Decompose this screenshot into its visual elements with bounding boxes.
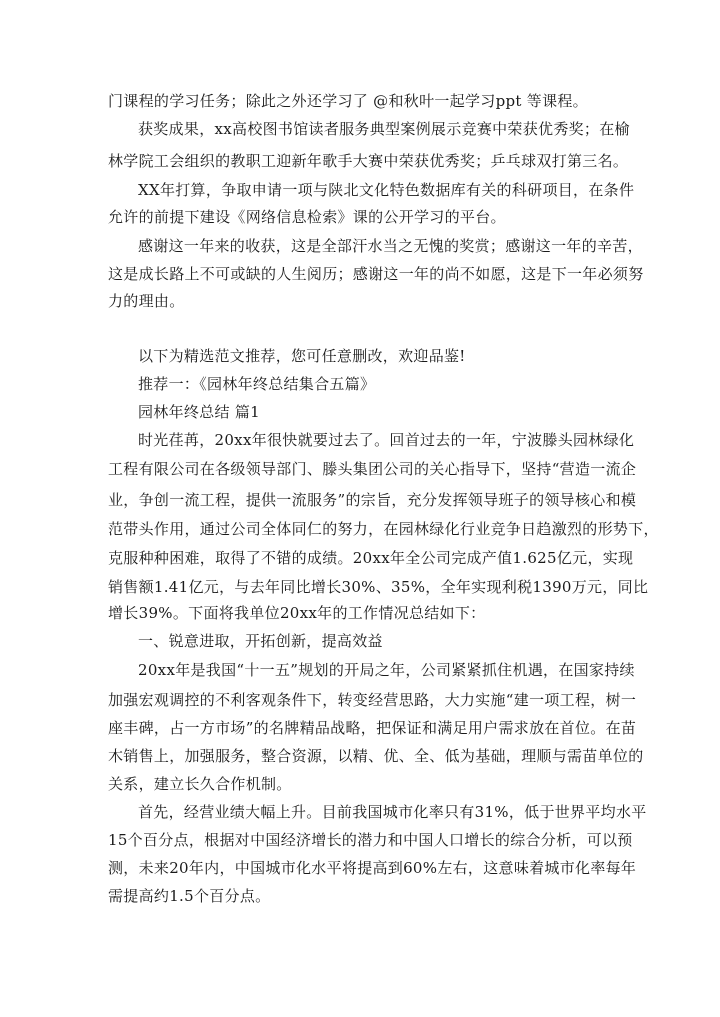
text-line: 工程有限公司在各级领导部门、滕头集团公司的关心指导下，坚持“营造一流企 <box>108 460 637 478</box>
text-line: 力的理由。 <box>108 292 185 310</box>
text-line: 门课程的学习任务；除此之外还学习了 @和秋叶一起学习ppt 等课程。 <box>108 92 588 110</box>
text-line: 范带头作用，通过公司全体同仁的努力，在园林绿化行业竞争日趋激烈的形势下， <box>108 520 659 538</box>
text-line: 20xx年是我国“十一五”规划的开局之年，公司紧紧抓住机遇，在国家持续 <box>138 661 635 679</box>
text-line: 加强宏观调控的不利客观条件下，转变经营思路，大力实施“建一项工程，树一 <box>108 691 637 709</box>
text-line: 座丰碑，占一方市场”的名牌精品战略，把保证和满足用户需求放在首位。在苗 <box>108 719 637 737</box>
text-line: 测，未来20年内，中国城市化水平将提高到60%左右，这意味着城市化率每年 <box>108 859 637 877</box>
text-line: 这是成长路上不可或缺的人生阅历；感谢这一年的尚不如愿，这是下一年必须努 <box>108 265 644 283</box>
text-line: 时光荏苒，20xx年很快就要过去了。回首过去的一年，宁波滕头园林绿化 <box>138 431 635 449</box>
text-line: 木销售上，加强服务，整合资源，以精、优、全、低为基础，理顺与需苗单位的 <box>108 747 644 765</box>
text-line: 感谢这一年来的收获，这是全部汗水当之无愧的奖赏；感谢这一年的辛苦， <box>138 237 643 255</box>
text-line: 以下为精选范文推荐，您可任意删改，欢迎品鉴! <box>138 347 466 365</box>
text-line: 增长39%。下面将我单位20xx年的工作情况总结如下： <box>108 604 486 622</box>
text-line: 业，争创一流工程，提供一流服务”的宗旨，充分发挥领导班子的领导核心和模 <box>108 491 637 509</box>
text-line: 克服种种困难，取得了不错的成绩。20xx年全公司完成产值1.625亿元，实现 <box>108 549 634 567</box>
text-line: 允许的前提下建设《网络信息检索》课的公开学习的平台。 <box>108 208 506 226</box>
text-line: 关系，建立长久合作机制。 <box>108 775 292 793</box>
text-line: 销售额1.41亿元，与去年同比增长30%、35%，全年实现利税1390万元，同比 <box>108 578 649 596</box>
section-heading: 一、锐意进取，开拓创新，提高效益 <box>138 632 383 650</box>
text-line: 15个百分点，根据对中国经济增长的潜力和中国人口增长的综合分析，可以预 <box>108 831 633 849</box>
text-line: 首先，经营业绩大幅上升。目前我国城市化率只有31%，低于世界平均水平 <box>138 803 647 821</box>
text-line: 需提高约1.5个百分点。 <box>108 887 271 905</box>
text-line: 获奖成果，xx高校图书馆读者服务典型案例展示竞赛中荣获优秀奖；在榆 <box>138 120 630 138</box>
text-line: XX年打算，争取申请一项与陕北文化特色数据库有关的科研项目，在条件 <box>138 181 635 199</box>
text-line: 林学院工会组织的教职工迎新年歌手大赛中荣获优秀奖；乒乓球双打第三名。 <box>108 152 629 170</box>
section-heading: 园林年终总结 篇1 <box>138 403 261 421</box>
text-line: 推荐一：《园林年终总结集合五篇》 <box>138 375 376 393</box>
